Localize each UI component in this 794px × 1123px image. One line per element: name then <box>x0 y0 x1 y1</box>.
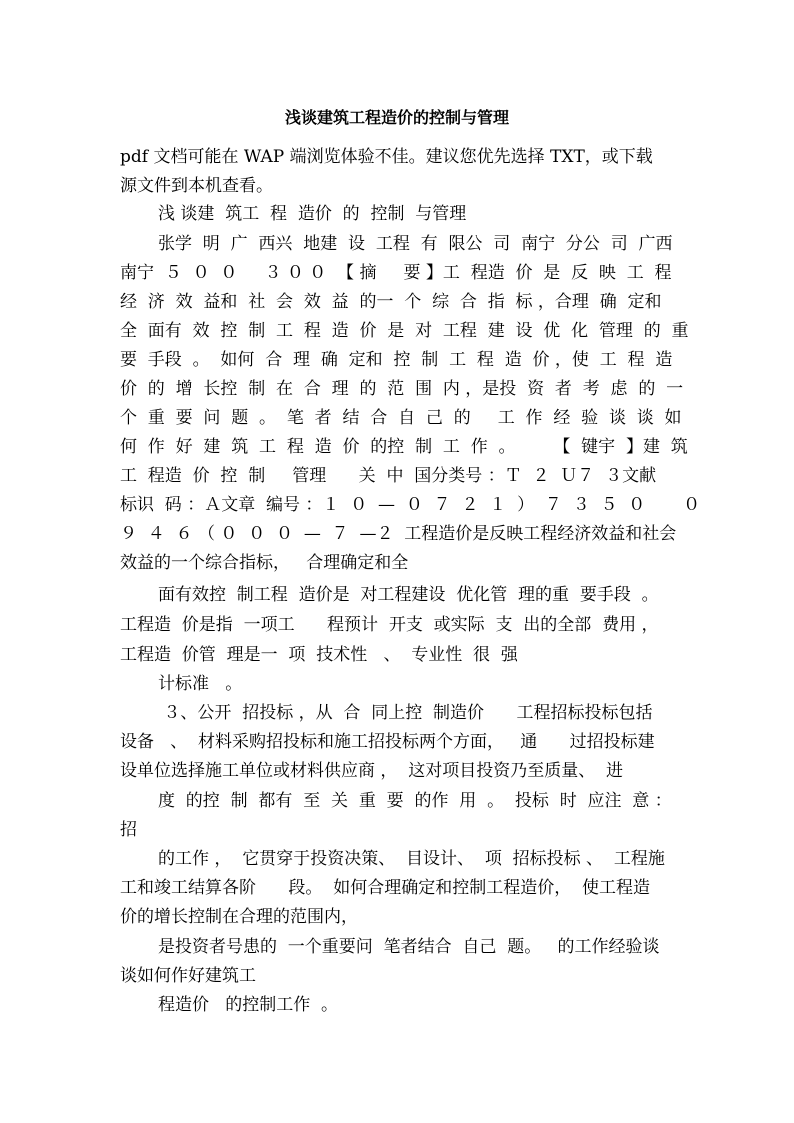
text-line: 源文件到本机查看。 <box>120 176 273 196</box>
text-line: 经 济 效 益和 社 会 效 益 的一 个 综 合 指 标 ，合理 确 定和 <box>120 292 662 312</box>
text-line: 个 重 要 问 题 。 笔 者 结 合 自 己 的 工 作 经 验 谈 谈 如 <box>120 408 682 428</box>
text-line: 效益的一个综合指标， 合理确定和全 <box>120 553 409 573</box>
text-line: 全 面有 效 控 制 工 程 造 价 是 对 工程 建 设 优 化 管理 的 重 <box>120 321 689 341</box>
text-line: ９ ４ ６ （ ０ ０ ０ — ７ —２ 工程造价是反映工程经济效益和社会 <box>120 524 677 544</box>
text-line: 工 程造 价 控 制 管理 关 中 国分类号 ：Ｔ ２ Ｕ７ ３文献 <box>120 466 657 486</box>
text-line: 浅 谈建 筑工 程 造价 的 控制 与管理 <box>158 204 467 224</box>
text-line: 何 作 好 建 筑 工 程 造 价 的控 制 工 作 。 【 键宇 】建 筑 <box>120 437 688 457</box>
text-line: pdf 文档可能在 WAP 端浏览体验不佳。建议您优先选择 TXT，或下载 <box>120 147 653 167</box>
document-title: 浅谈建筑工程造价的控制与管理 <box>284 108 509 127</box>
text-line: 面有效控 制工程 造价是 对工程建设 优化管 理的重 要手段 。 <box>158 585 659 605</box>
text-line: 工程造 价管 理是一 项 技术性 、 专业性 很 强 <box>120 645 518 665</box>
text-line: 设单位选择施工单位或材料供应商 ， 这对项目投资乃至质量、 进 <box>120 761 624 781</box>
text-line: 谈如何作好建筑工 <box>120 966 256 986</box>
text-line: 设备 、 材料采购招投标和施工招投标两个方面， 通 过招投标建 <box>120 732 655 752</box>
text-line: 要 手段 。 如何 合 理 确 定和 控 制 工 程 造 价 ，使 工 程 造 <box>120 350 673 370</box>
text-line: 的工作 ， 它贯穿于投资决策、 目设计、 项 招标投标 、 工程施 <box>158 849 665 869</box>
text-line: 价 的 增 长控 制 在 合 理 的 范 围 内 ，是投 资 者 考 虑 的 一 <box>120 379 684 399</box>
text-line: 招 <box>120 820 137 840</box>
text-line: 工和竣工结算各阶 段。 如何合理确定和控制工程造价， 使工程造 <box>120 878 651 898</box>
text-line: 张学 明 广 西兴 地建 设 工程 有 限公 司 南宁 分公 司 广西 <box>158 234 673 254</box>
text-line: 度 的控 制 都有 至 关 重 要 的作 用 。 投标 时 应注 意 ： <box>158 791 672 811</box>
text-line: 程造价 的控制工作 。 <box>158 995 339 1015</box>
text-line: 南宁 ５ ０ ０ ３ ０ ０ 【 摘 要 】工 程造 价 是 反 映 工 程 <box>120 263 672 283</box>
text-line: 标识 码 ：Ａ文章 编号 ：１ ０ — ０ ７ ２ １ ） ７ ３ ５ ０ ０ <box>120 495 701 515</box>
text-line: 工程造 价是指 一项工 程预计 开支 或实际 支 出的全部 费用 ， <box>120 615 659 635</box>
text-line: 价的增长控制在合理的范围内， <box>120 907 358 927</box>
text-line: ３、公开 招投标 ，从 合 同上控 制造价 工程招标投标包括 <box>158 703 653 723</box>
text-line: 是投资者号患的 一个重要问 笔者结合 自己 题。 的工作经验谈 <box>158 937 660 957</box>
text-line: 计标准 。 <box>158 674 243 694</box>
